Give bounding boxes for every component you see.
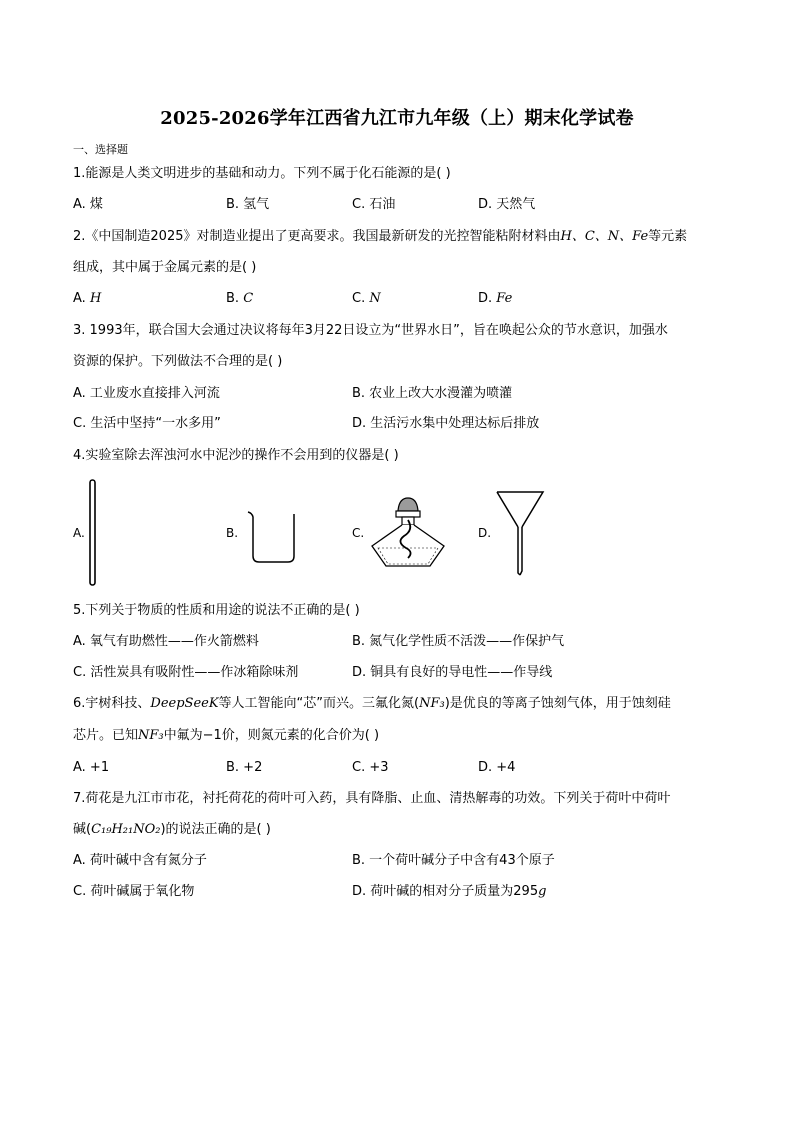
q1-option-a: A. 煤 xyxy=(73,197,103,212)
q4-option-d-label: D. xyxy=(478,526,492,540)
q6-company-name: DeepSeeK xyxy=(150,696,219,711)
q2-option-d: D. Fe xyxy=(478,291,513,306)
q3-option-b: B. 农业上改大水漫灌为喷灌 xyxy=(352,386,513,401)
question-6-stem-line1: 6.宇树科技、DeepSeeK等人工智能向“芯”而兴。三氟化氮(NF₃)是优良的等离子蚀刻气体，用于蚀刻硅 xyxy=(73,696,671,711)
q6-formula-2: NF₃ xyxy=(138,728,164,743)
q4-option-b-label: B. xyxy=(226,526,239,540)
q7-option-a: A. 荷叶碱中含有氮分子 xyxy=(73,853,207,868)
page-title: 2025-2026学年江西省九江市九年级（上）期末化学试卷 xyxy=(160,108,634,129)
question-3-stem-line2: 资源的保护。下列做法不合理的是( ) xyxy=(73,354,283,369)
q6-option-a: A. +1 xyxy=(73,760,110,775)
q6-option-d: D. +4 xyxy=(478,760,516,775)
beaker-icon xyxy=(244,508,302,566)
q7-option-b: B. 一个荷叶碱分子中含有43个原子 xyxy=(352,853,555,868)
question-7-stem-line1: 7.荷花是九江市市花，衬托荷花的荷叶可入药，具有降脂、止血、清热解毒的功效。下列关于荷叶中荷叶 xyxy=(73,791,671,806)
q1-option-d: D. 天然气 xyxy=(478,197,536,212)
section-heading: 一、选择题 xyxy=(73,143,128,156)
q2-option-c: C. N xyxy=(352,291,381,306)
q3-option-d: D. 生活污水集中处理达标后排放 xyxy=(352,416,540,431)
q7-formula: C₁₉H₂₁NO₂ xyxy=(91,822,161,837)
q5-option-d: D. 铜具有良好的导电性——作导线 xyxy=(352,665,553,680)
q7-option-d: D. 荷叶碱的相对分子质量为295g xyxy=(352,884,547,899)
question-3-stem-line1: 3. 1993年，联合国大会通过决议将每年3月22日设立为“世界水日”，旨在唤起公众的节水意识，加强水 xyxy=(73,323,668,338)
q4-option-a-label: A. xyxy=(73,526,85,540)
q3-option-a: A. 工业废水直接排入河流 xyxy=(73,386,220,401)
q6-formula: NF₃ xyxy=(419,696,445,711)
q1-option-b: B. 氢气 xyxy=(226,197,270,212)
q3-option-c: C. 生活中坚持“一水多用” xyxy=(73,416,221,431)
q7-option-c: C. 荷叶碱属于氧化物 xyxy=(73,884,195,899)
q5-option-b: B. 氮气化学性质不活泼——作保护气 xyxy=(352,634,565,649)
question-7-stem-line2: 碱(C₁₉H₂₁NO₂)的说法正确的是( ) xyxy=(73,822,271,837)
q2-option-a: A. H xyxy=(73,291,102,306)
alcohol-lamp-icon xyxy=(368,494,448,570)
question-4-stem: 4.实验室除去浑浊河水中泥沙的操作不会用到的仪器是( ) xyxy=(73,448,399,463)
question-6-stem-line2: 芯片。已知NF₃中氟为−1价，则氮元素的化合价为( ) xyxy=(73,728,380,743)
question-5-stem: 5.下列关于物质的性质和用途的说法不正确的是( ) xyxy=(73,603,360,618)
question-2-stem-line2: 组成，其中属于金属元素的是( ) xyxy=(73,260,257,275)
q1-option-c: C. 石油 xyxy=(352,197,396,212)
q2-option-b: B. C xyxy=(226,291,254,306)
question-2-stem-line1 xyxy=(73,228,687,246)
q6-option-c: C. +3 xyxy=(352,760,389,775)
q4-option-c-label: C. xyxy=(352,526,365,540)
q5-option-c: C. 活性炭具有吸附性——作冰箱除味剂 xyxy=(73,665,299,680)
q2-stem-tail: 等元素 xyxy=(648,229,688,244)
question-1-stem: 1.能源是人类文明进步的基础和动力。下列不属于化石能源的是( ) xyxy=(73,166,451,181)
q6-option-b: B. +2 xyxy=(226,760,263,775)
q2-stem-text: 2.《中国制造2025》对制造业提出了更高要求。我国最新研发的光控智能粘附材料由 xyxy=(73,229,561,244)
q2-elements: H、C、N、Fe xyxy=(560,229,649,244)
funnel-icon xyxy=(494,489,546,577)
q5-option-a: A. 氧气有助燃性——作火箭燃料 xyxy=(73,634,259,649)
glass-rod-icon xyxy=(86,479,100,587)
